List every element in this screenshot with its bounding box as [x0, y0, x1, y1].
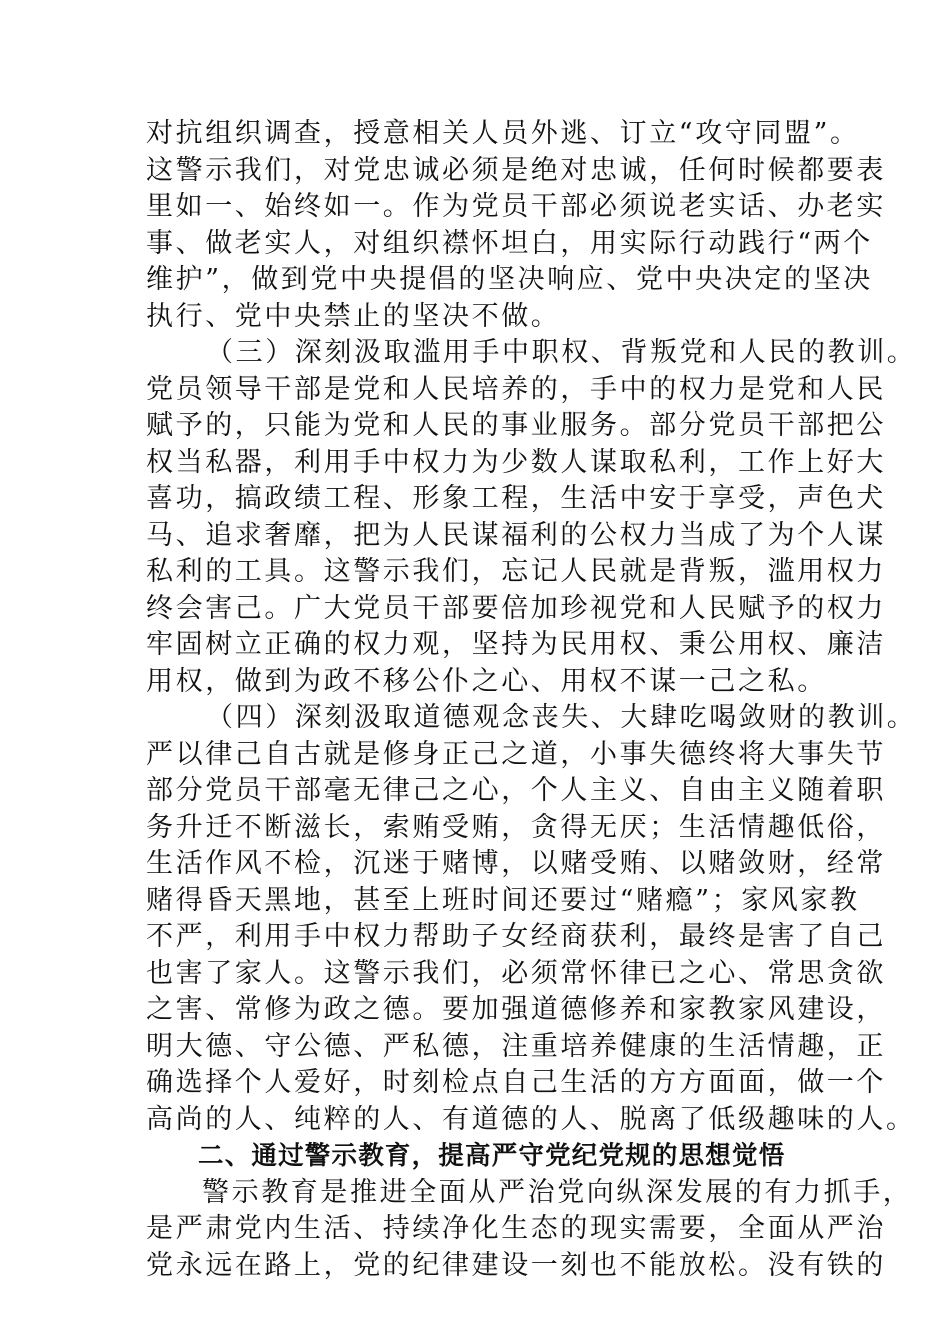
text-line: 明大德、守公德、严私德，注重培养健康的生活情趣，正: [146, 1030, 886, 1062]
text-line: 之害、常修为政之德。要加强道德修养和家教家风建设，: [146, 994, 886, 1025]
text-line: 私利的工具。这警示我们，忘记人民就是背叛，滥用权力: [146, 556, 886, 587]
text-line: 终会害己。广大党员干部要倍加珍视党和人民赋予的权力: [146, 592, 886, 624]
paragraph-first-line: 警示教育是推进全面从严治党向纵深发展的有力抓手，: [202, 1176, 913, 1208]
text-line: 务升迁不断滋长，索贿受贿，贪得无厌；生活情趣低俗，: [146, 811, 886, 843]
text-line: 马、追求奢靡，把为人民谋福利的公权力当成了为个人谋: [146, 519, 886, 551]
section-heading-two: 二、通过警示教育，提高严守党纪党规的思想觉悟: [198, 1141, 786, 1171]
subheading-three: （三）深刻汲取滥用手中职权、背叛党和人民的教训。: [206, 337, 917, 368]
text-line: 用权，做到为政不移公仆之心、用权不谋一己之私。: [146, 665, 827, 697]
text-line: 这警示我们，对党忠诚必须是绝对忠诚，任何时候都要表: [146, 154, 886, 186]
text-line: 事、做老实人，对组织襟怀坦白，用实际行动践行“两个: [146, 227, 873, 259]
text-line: 党员领导干部是党和人民培养的，手中的权力是党和人民: [146, 373, 886, 405]
text-line: 执行、党中央禁止的坚决不做。: [146, 300, 561, 332]
text-line: 里如一、始终如一。作为党员干部必须说老实话、办老实: [146, 191, 886, 222]
text-line: 部分党员干部毫无律己之心，个人主义、自由主义随着职: [146, 775, 886, 806]
text-line: 也害了家人。这警示我们，必须常怀律已之心、常思贪欲: [146, 957, 886, 989]
text-line: 党永远在路上，党的纪律建设一刻也不能放松。没有铁的: [146, 1249, 886, 1281]
text-line: 维护”，做到党中央提倡的坚决响应、党中央决定的坚决: [146, 264, 873, 295]
text-line: 高尚的人、纯粹的人、有道德的人、脱离了低级趣味的人。: [146, 1103, 916, 1135]
text-line: 牢固树立正确的权力观，坚持为民用权、秉公用权、廉洁: [146, 629, 886, 660]
document-body: [146, 116, 917, 1284]
text-line: 是严肃党内生活、持续净化生态的现实需要，全面从严治: [146, 1213, 886, 1244]
text-line: 喜功，搞政绩工程、形象工程，生活中安于享受，声色犬: [146, 483, 886, 514]
text-line: 不严，利用手中权力帮助子女经商获利，最终是害了自己: [146, 921, 886, 952]
subheading-four: （四）深刻汲取道德观念丧失、大肆吃喝敛财的教训。: [206, 702, 917, 733]
text-line: 严以律己自古就是修身正己之道，小事失德终将大事失节: [146, 738, 886, 770]
text-line: 赋予的，只能为党和人民的事业服务。部分党员干部把公: [146, 410, 886, 441]
text-line: 确选择个人爱好，时刻检点自己生活的方方面面，做一个: [146, 1067, 886, 1098]
text-line: 对抗组织调查，授意相关人员外逃、订立“攻守同盟”。: [146, 118, 860, 149]
text-line: 权当私器，利用手中权力为少数人谋取私利，工作上好大: [146, 446, 886, 478]
text-line: 生活作风不检，沉迷于赌博，以赌受贿、以赌敛财，经常: [146, 848, 886, 879]
text-line: 赌得昏天黑地，甚至上班时间还要过“赌瘾”；家风家教: [146, 884, 860, 916]
